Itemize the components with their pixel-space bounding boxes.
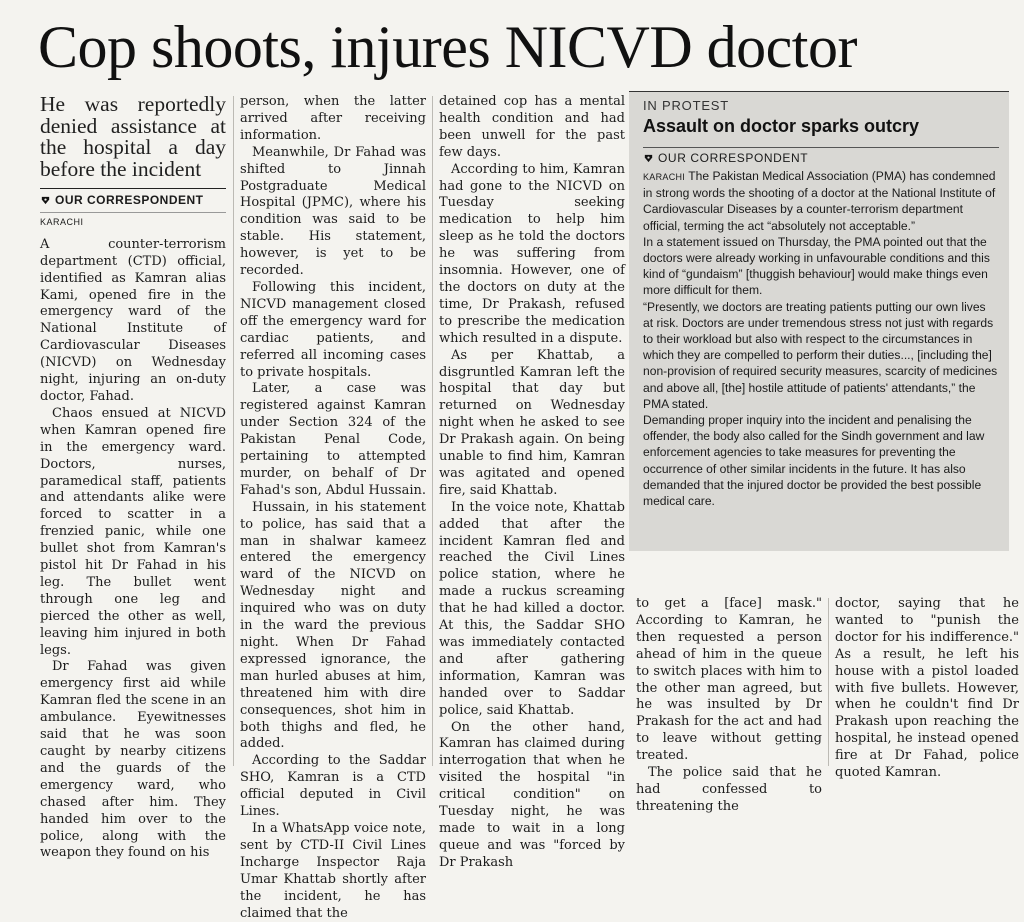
sidebar-paragraph: In a statement issued on Thursday, the PMA pointed out that the doctors were already working in unfavourable conditions and this kind of “gundaism” [thuggish behaviour] would make things even more difficult for them. xyxy=(643,234,990,298)
paragraph: Later, a case was registered against Kamran under Section 324 of the Pakistan Penal Code, pertaining to attempted murder, on behalf of Dr Fahad's son, Abdul Hussain. xyxy=(240,381,427,498)
article-column-3 xyxy=(439,94,625,872)
paragraph: The police said that he had confessed to threatening the xyxy=(636,765,822,814)
byline xyxy=(40,188,226,209)
article-column-5 xyxy=(835,596,1019,782)
column-rule xyxy=(828,598,829,766)
paragraph: doctor, saying that he wanted to "punish the doctor for his indifference." As a result, he left his house with a pistol loaded with five bullets. However, when he couldn't find Dr Prakash upon reaching the hospital, he instead opened fire at Dr Fahad, police quoted Kamran. xyxy=(835,596,1019,781)
paragraph: According to him, Kamran had gone to the NICVD on Tuesday seeking medication to help him sleep as he told the doctors he was suffering from insomnia. However, one of the doctors on duty at the time, Dr Prakash, refused to prescribe the medication which resulted in a dispute. xyxy=(439,161,625,346)
sidebar-title: Assault on doctor sparks outcry xyxy=(643,116,920,136)
paragraph: Meanwhile, Dr Fahad was shifted to Jinnah Postgraduate Medical Hospital (JPMC), where his condition was said to be stable. His statement, however, is yet to be recorded. xyxy=(240,144,426,279)
pen-icon xyxy=(40,195,51,206)
article-column-4 xyxy=(636,596,822,816)
column-rule xyxy=(432,96,433,766)
sidebar-paragraph: Demanding proper inquiry into the incident and penalising the offender, the body also called for the Sindh government and law enforcement agencies to take measures for preventing the occurrence of other similar incidents in the future. It has also demanded that the injured doctor be provided the best possible medical care. xyxy=(643,413,985,509)
deck: He was reportedly denied assistance at the hospital a day before the incident xyxy=(40,92,226,181)
paragraph: detained cop has a mental health condition and had been unwell for the past few days. xyxy=(439,94,625,160)
paragraph: As per Khattab, a disgruntled Kamran left the hospital that day but returned on Wednesday night when he asked to see Dr Prakash again. On being unable to find him, Kamran was agitated and opened fire, said Khattab. xyxy=(439,347,625,498)
article-column-1 xyxy=(40,92,226,862)
paragraph: Following this incident, NICVD management closed off the emergency ward for cardiac patients, and referred all incoming cases to private hospitals. xyxy=(240,279,426,380)
headline: Cop shoots, injures NICVD doctor xyxy=(38,14,857,80)
paragraph: In a WhatsApp voice note, sent by CTD-II Civil Lines Incharge Inspector Raja Umar Khattab shortly after the incident, he has claimed that the xyxy=(240,820,426,921)
sidebar-byline xyxy=(643,147,999,165)
pen-icon xyxy=(643,153,654,164)
dateline: KARACHI xyxy=(40,212,226,231)
paragraph: On the other hand, Kamran has claimed during interrogation that when he visited the hospital "in critical condition" on Tuesday night, he was made to wait in a long queue and was "forced by Dr Prakash xyxy=(439,719,625,870)
article-column-2 xyxy=(240,94,426,922)
byline-text: OUR CORRESPONDENT xyxy=(55,193,204,207)
paragraph: According to the Saddar SHO, Kamran is a CTD official deputed in Civil Lines. xyxy=(240,753,426,820)
paragraph: to get a [face] mask." According to Kamran, he then requested a person ahead of him in the queue to switch places with him to the other man agreed, but he was insulted by Dr Prakash for the act and had to leave without getting treated. xyxy=(636,596,822,764)
paragraph: person, when the latter arrived after receiving information. xyxy=(240,94,426,143)
paragraph: A counter-terrorism department (CTD) official, identified as Kamran alias Kami, opened fire in the emergency ward of the National Institute of Cardiovascular Diseases (NICVD) on Wednesday night, injuring an on-duty doctor, Fahad. xyxy=(40,236,226,404)
sidebar-body xyxy=(643,168,999,509)
sidebar-paragraph-text: The Pakistan Medical Association (PMA) has condemned in strong words the shooting of a doctor at the National Institute of Cardiovascular Diseases by a counter-terrorism department official, terming the act “absolutely not acceptable.” xyxy=(643,169,996,233)
paragraph: Dr Fahad was given emergency first aid while Kamran fled the scene in an ambulance. Eyewitnesses said that he was soon caught by nearby citizens and the guards of the emergency ward, who chased after him. They handed him over to the police, along with the weapon they found on his xyxy=(40,659,226,861)
sidebar-paragraph: “Presently, we doctors are treating patients putting our own lives at risk. Doctors are under tremendous stress not just with regards to their workload but also with respect to the circumstances in which they are compelled to perform their duties..., [including the] non-provision of required security measures, scarcity of medicines and above all, [the] hostile attitude of patients' attendants,” the PMA stated. xyxy=(643,299,998,411)
paragraph: Chaos ensued at NICVD when Kamran opened fire in the emergency ward. Doctors, nurses, paramedical staff, patients and attendants alike were forced to scatter in a frenzied panic, while one bullet shot from Kamran's pistol hit Dr Fahad in his leg. The bullet went through one leg and pierced the other as well, leaving him injured in both legs. xyxy=(40,405,226,658)
sidebar-box xyxy=(629,91,1009,551)
sidebar-paragraph xyxy=(643,168,999,234)
sidebar-dateline: KARACHI xyxy=(643,172,686,182)
column-rule xyxy=(233,96,234,766)
paragraph: Hussain, in his statement to police, has said that a man in shalwar kameez entered the emergency ward of the NICVD on Wednesday night and inquired who was on duty in the ward the previous night. When Dr Fahad expressed ignorance, the man hurled abuses at him, threatened him with dire consequences, shot him in both thighs and fled, he added. xyxy=(240,499,426,752)
paragraph: In the voice note, Khattab added that after the incident Kamran fled and reached the Civil Lines police station, where he made a ruckus screaming that he had killed a doctor. At this, the Saddar SHO was immediately contacted and after gathering information, Kamran was handed over to Saddar police, said Khattab. xyxy=(439,499,625,718)
sidebar-kicker: IN PROTEST xyxy=(643,98,730,113)
sidebar-byline-text: OUR CORRESPONDENT xyxy=(658,151,809,165)
